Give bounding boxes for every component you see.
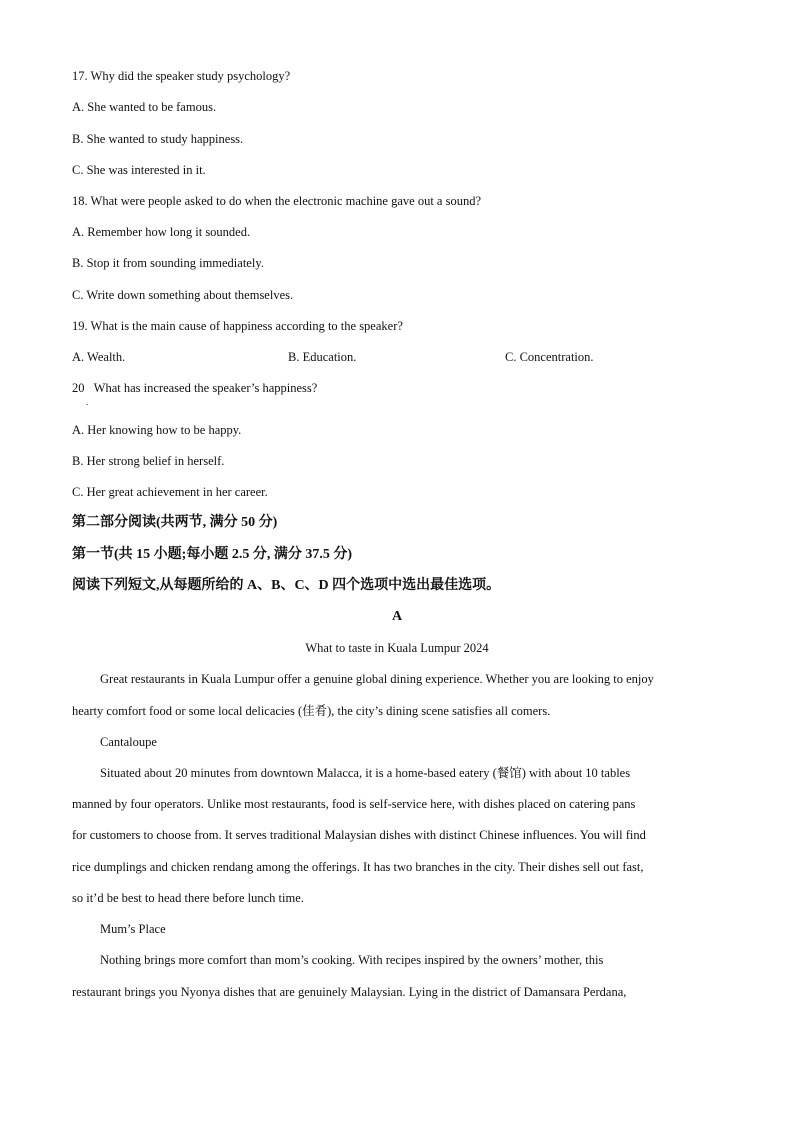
passage-line-10: Nothing brings more comfort than mom’s cooking. With recipes inspired by the owners’ mother, this <box>100 953 604 967</box>
q20-option-c: C. Her great achievement in her career. <box>72 485 268 499</box>
stray-dot: . <box>86 397 89 407</box>
passage-line-8: so it’d be best to head there before lunch time. <box>72 891 304 905</box>
question-17: 17. Why did the speaker study psychology? <box>72 69 291 83</box>
question-19: 19. What is the main cause of happiness according to the speaker? <box>72 319 403 333</box>
instruction: 阅读下列短文,从每题所给的 A、B、C、D 四个选项中选出最佳选项。 <box>72 578 501 593</box>
q19-option-b: B. Education. <box>288 350 357 364</box>
passage-line-1: Great restaurants in Kuala Lumpur offer a genuine global dining experience. Whether you are looking to enjoy <box>100 672 654 686</box>
restaurant-name-cantaloupe: Cantaloupe <box>100 735 157 749</box>
passage-line-7: rice dumplings and chicken rendang among the offerings. It has two branches in the city. Their dishes sell out fast, <box>72 860 644 874</box>
q19-options <box>72 349 672 365</box>
q19-option-c: C. Concentration. <box>505 350 594 364</box>
passage-title: What to taste in Kuala Lumpur 2024 <box>305 641 489 655</box>
passage-line-11: restaurant brings you Nyonya dishes that are genuinely Malaysian. Lying in the district of Damansara Perdana, <box>72 985 627 999</box>
restaurant-name-mums-place: Mum’s Place <box>100 922 166 936</box>
q18-option-b: B. Stop it from sounding immediately. <box>72 256 264 270</box>
q17-option-a: A. She wanted to be famous. <box>72 100 217 114</box>
q17-option-c: C. She was interested in it. <box>72 163 206 177</box>
passage-line-5: manned by four operators. Unlike most restaurants, food is self-service here, with dishes placed on catering pans <box>72 797 636 811</box>
q19-option-a: A. Wealth. <box>72 350 126 364</box>
question-20: 20 What has increased the speaker’s happiness? <box>72 381 318 395</box>
q18-option-a: A. Remember how long it sounded. <box>72 225 251 239</box>
passage-line-4: Situated about 20 minutes from downtown Malacca, it is a home-based eatery (餐馆) with about 10 tables <box>100 766 631 780</box>
passage-line-6: for customers to choose from. It serves traditional Malaysian dishes with distinct Chinese influences. You will find <box>72 828 646 842</box>
q20-option-a: A. Her knowing how to be happy. <box>72 423 242 437</box>
q18-option-c: C. Write down something about themselves. <box>72 288 294 302</box>
passage-line-2: hearty comfort food or some local delicacies (佳肴), the city’s dining scene satisfies all comers. <box>72 704 551 718</box>
q17-option-b: B. She wanted to study happiness. <box>72 132 244 146</box>
question-18: 18. What were people asked to do when the electronic machine gave out a sound? <box>72 194 481 208</box>
q20-option-b: B. Her strong belief in herself. <box>72 454 225 468</box>
section-title: 第一节(共 15 小题;每小题 2.5 分, 满分 37.5 分) <box>72 547 352 562</box>
passage-letter: A <box>391 609 403 624</box>
part-title: 第二部分阅读(共两节, 满分 50 分) <box>72 515 278 530</box>
